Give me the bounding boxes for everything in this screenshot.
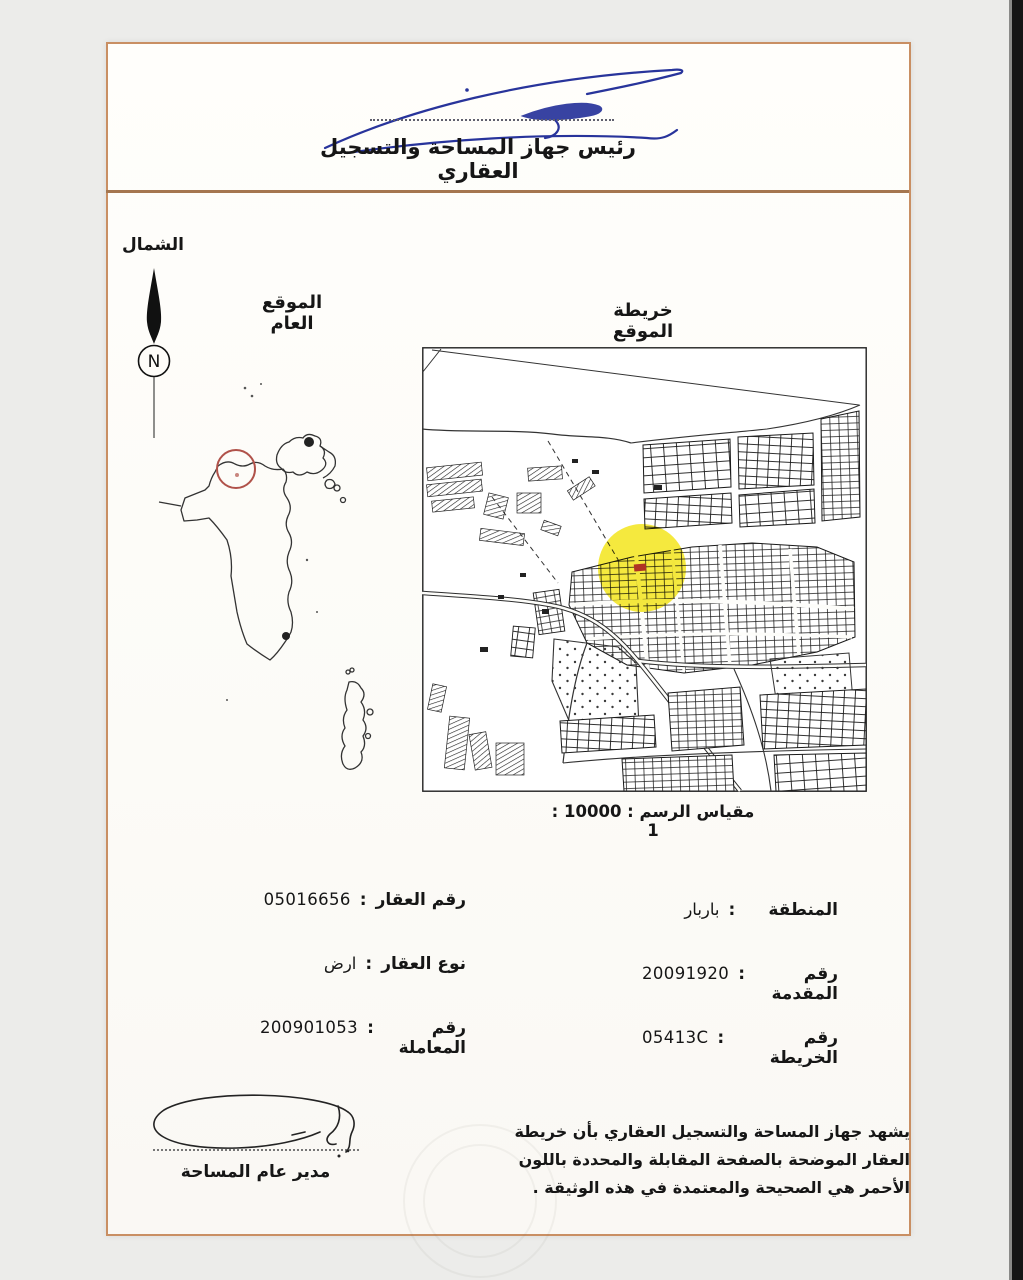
scan-edge-shadow xyxy=(1012,0,1023,1280)
header-divider xyxy=(106,190,909,193)
signature-dotted-line xyxy=(370,119,614,121)
signer-title: مدير عام المساحة xyxy=(180,1162,331,1182)
field-property-type: نوع العقار : ارض xyxy=(323,954,466,974)
field-value: 20091920 xyxy=(642,964,730,983)
property-marker xyxy=(634,563,647,571)
certification-line: الأحمر هي الصحيحة والمعتمدة في هذه الوثيقة . xyxy=(532,1178,910,1197)
field-label: نوع العقار xyxy=(381,954,466,974)
compass-n-letter: N xyxy=(147,352,161,372)
certification-line: يشهد جهاز المساحة والتسجيل العقاري بأن خريطة xyxy=(514,1122,910,1141)
field-application-number: رقم المقدمة : 20091920 xyxy=(642,964,838,1004)
field-value: ارض xyxy=(323,954,357,973)
field-value: 05016656 xyxy=(263,890,351,909)
bahrain-outline-map xyxy=(157,380,397,780)
north-label: الشمال xyxy=(121,235,184,255)
field-label: رقم الخريطة xyxy=(769,1028,838,1068)
document-title: رئيس جهاز المساحة والتسجيل العقاري xyxy=(320,135,636,183)
field-value: باربار xyxy=(684,900,720,919)
field-label: رقم المقدمة xyxy=(771,964,838,1004)
field-area: المنطقة : باربار xyxy=(684,900,838,920)
field-value: 200901053 xyxy=(260,1018,359,1037)
certification-line: العقار الموضحة بالصفحة المقابلة والمحددة باللون xyxy=(518,1150,910,1169)
certification-text xyxy=(494,1118,910,1202)
site-map-drawing xyxy=(422,347,867,792)
field-map-number: رقم الخريطة : 05413C xyxy=(642,1028,838,1068)
director-signature-image xyxy=(142,1088,372,1168)
field-label: رقم العقار xyxy=(375,890,466,910)
map-scale-text: مقياس الرسم : 10000 : 1 xyxy=(551,802,755,840)
general-location-title: الموقع العام xyxy=(261,292,323,334)
location-circle xyxy=(217,450,255,488)
site-map-title: خريطة الموقع xyxy=(612,300,674,342)
document-page xyxy=(106,42,911,1236)
field-label: رقم المعاملة xyxy=(398,1018,466,1058)
field-label: المنطقة xyxy=(768,900,838,920)
field-transaction-number: رقم المعاملة : 200901053 xyxy=(260,1018,466,1058)
field-value: 05413C xyxy=(642,1028,709,1047)
field-property-number: رقم العقار : 05016656 xyxy=(263,890,466,910)
